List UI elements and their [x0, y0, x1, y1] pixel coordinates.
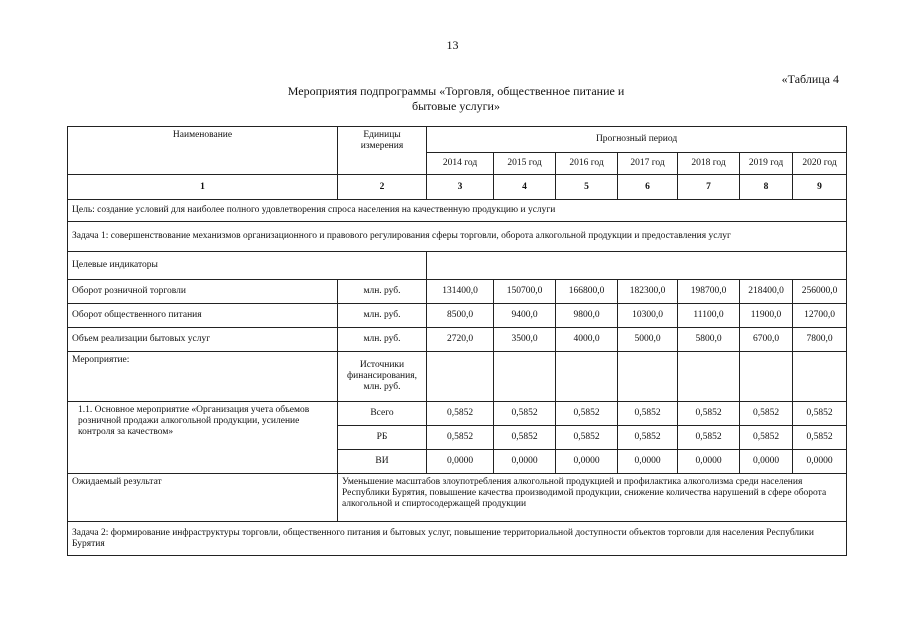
year-2020: 2020 год [793, 153, 847, 175]
empty-cell [427, 352, 494, 402]
header-row-1 [68, 127, 847, 153]
goal-text: Цель: создание условий для наиболее полного удовлетворения спроса населения на качественную продукцию и услуги [68, 200, 847, 222]
empty-cell [556, 352, 618, 402]
header-period: Прогнозный период [427, 127, 847, 153]
indicator-name: Оборот розничной торговли [68, 280, 338, 304]
indicator-row [68, 328, 847, 352]
indicator-value: 150700,0 [494, 280, 556, 304]
indicator-value: 11900,0 [740, 304, 793, 328]
col-number: 8 [740, 175, 793, 200]
funding-value: 0,5852 [740, 426, 793, 450]
col-number: 9 [793, 175, 847, 200]
funding-value: 0,0000 [427, 450, 494, 474]
indicator-value: 11100,0 [678, 304, 740, 328]
indicator-value: 3500,0 [494, 328, 556, 352]
indicator-unit: млн. руб. [338, 328, 427, 352]
funding-source: ВИ [338, 450, 427, 474]
indicator-value: 2720,0 [427, 328, 494, 352]
year-2014: 2014 год [427, 153, 494, 175]
page-number: 13 [446, 38, 459, 52]
indicator-row [68, 304, 847, 328]
col-number: 1 [68, 175, 338, 200]
task1-text: Задача 1: совершенствование механизмов организационного и правового регулирования сферы торговли, оборота алкогольной продукции и предоставления услуг [68, 222, 847, 252]
goal-row [68, 200, 847, 222]
funding-value: 0,5852 [427, 402, 494, 426]
expected-result-label: Ожидаемый результат [68, 474, 338, 522]
column-numbers-row [68, 175, 847, 200]
funding-value: 0,5852 [556, 402, 618, 426]
col-number: 6 [618, 175, 678, 200]
funding-value: 0,5852 [740, 402, 793, 426]
task2-row [68, 522, 847, 556]
col-number: 2 [338, 175, 427, 200]
header-name: Наименование [68, 127, 338, 175]
indicator-value: 10300,0 [618, 304, 678, 328]
indicator-value: 4000,0 [556, 328, 618, 352]
indicator-value: 9400,0 [494, 304, 556, 328]
header-units: Единицы измерения [338, 127, 427, 175]
year-2018: 2018 год [678, 153, 740, 175]
indicator-value: 8500,0 [427, 304, 494, 328]
table-reference: «Таблица 4 [781, 72, 839, 86]
empty-cell [740, 352, 793, 402]
indicator-value: 218400,0 [740, 280, 793, 304]
empty-cell [494, 352, 556, 402]
funding-value: 0,5852 [793, 426, 847, 450]
funding-value: 0,0000 [678, 450, 740, 474]
indicator-value: 6700,0 [740, 328, 793, 352]
funding-value: 0,0000 [494, 450, 556, 474]
target-indicators-label: Целевые индикаторы [68, 252, 427, 280]
funding-value: 0,0000 [793, 450, 847, 474]
indicator-row [68, 280, 847, 304]
indicator-value: 5000,0 [618, 328, 678, 352]
indicator-value: 166800,0 [556, 280, 618, 304]
measure-label: Мероприятие: [68, 352, 338, 402]
col-number: 7 [678, 175, 740, 200]
indicator-value: 198700,0 [678, 280, 740, 304]
funding-value: 0,5852 [678, 426, 740, 450]
indicator-value: 7800,0 [793, 328, 847, 352]
col-number: 5 [556, 175, 618, 200]
funding-value: 0,5852 [427, 426, 494, 450]
indicator-value: 182300,0 [618, 280, 678, 304]
funding-value: 0,5852 [494, 402, 556, 426]
funding-value: 0,0000 [618, 450, 678, 474]
measures-table [67, 126, 847, 556]
year-2017: 2017 год [618, 153, 678, 175]
funding-row-total [68, 402, 847, 426]
indicator-name: Оборот общественного питания [68, 304, 338, 328]
funding-value: 0,0000 [740, 450, 793, 474]
year-2015: 2015 год [494, 153, 556, 175]
indicator-value: 12700,0 [793, 304, 847, 328]
expected-result-row [68, 474, 847, 522]
funding-value: 0,5852 [494, 426, 556, 450]
funding-source: Всего [338, 402, 427, 426]
indicator-unit: млн. руб. [338, 304, 427, 328]
indicator-value: 9800,0 [556, 304, 618, 328]
indicator-unit: млн. руб. [338, 280, 427, 304]
empty-cell [678, 352, 740, 402]
title-line-2: бытовые услуги» [412, 99, 500, 113]
target-indicators-blank [427, 252, 847, 280]
empty-cell [793, 352, 847, 402]
indicator-value: 256000,0 [793, 280, 847, 304]
year-2016: 2016 год [556, 153, 618, 175]
col-number: 3 [427, 175, 494, 200]
title-line-1: Мероприятия подпрограммы «Торговля, общественное питание и [287, 84, 625, 98]
document-title [256, 84, 656, 114]
funding-value: 0,5852 [793, 402, 847, 426]
year-2019: 2019 год [740, 153, 793, 175]
funding-value: 0,5852 [678, 402, 740, 426]
expected-result-text: Уменьшение масштабов злоупотребления алкогольной продукцией и профилактика алкоголизма среди населения Республики Бурятия, повышение качества производимой продукции, снижение количества нарушений в сфере оборота алкогольной и спиртосодержащей продукции [338, 474, 847, 522]
funding-value: 0,0000 [556, 450, 618, 474]
activity-name: 1.1. Основное мероприятие «Организация учета объемов розничной продажи алкогольной продукции, усиление контроля за качеством» [68, 402, 338, 474]
indicator-value: 131400,0 [427, 280, 494, 304]
measure-header-row [68, 352, 847, 402]
indicator-value: 5800,0 [678, 328, 740, 352]
indicator-name: Объем реализации бытовых услуг [68, 328, 338, 352]
empty-cell [618, 352, 678, 402]
target-indicators-row [68, 252, 847, 280]
funding-source: РБ [338, 426, 427, 450]
funding-value: 0,5852 [556, 426, 618, 450]
funding-value: 0,5852 [618, 402, 678, 426]
col-number: 4 [494, 175, 556, 200]
task2-text: Задача 2: формирование инфраструктуры торговли, общественного питания и бытовых услуг, повышение территориальной доступности объектов торговли для населения Республики Бурятия [68, 522, 847, 556]
funding-value: 0,5852 [618, 426, 678, 450]
task1-row [68, 222, 847, 252]
funding-sources-label: Источники финансирования, млн. руб. [338, 352, 427, 402]
